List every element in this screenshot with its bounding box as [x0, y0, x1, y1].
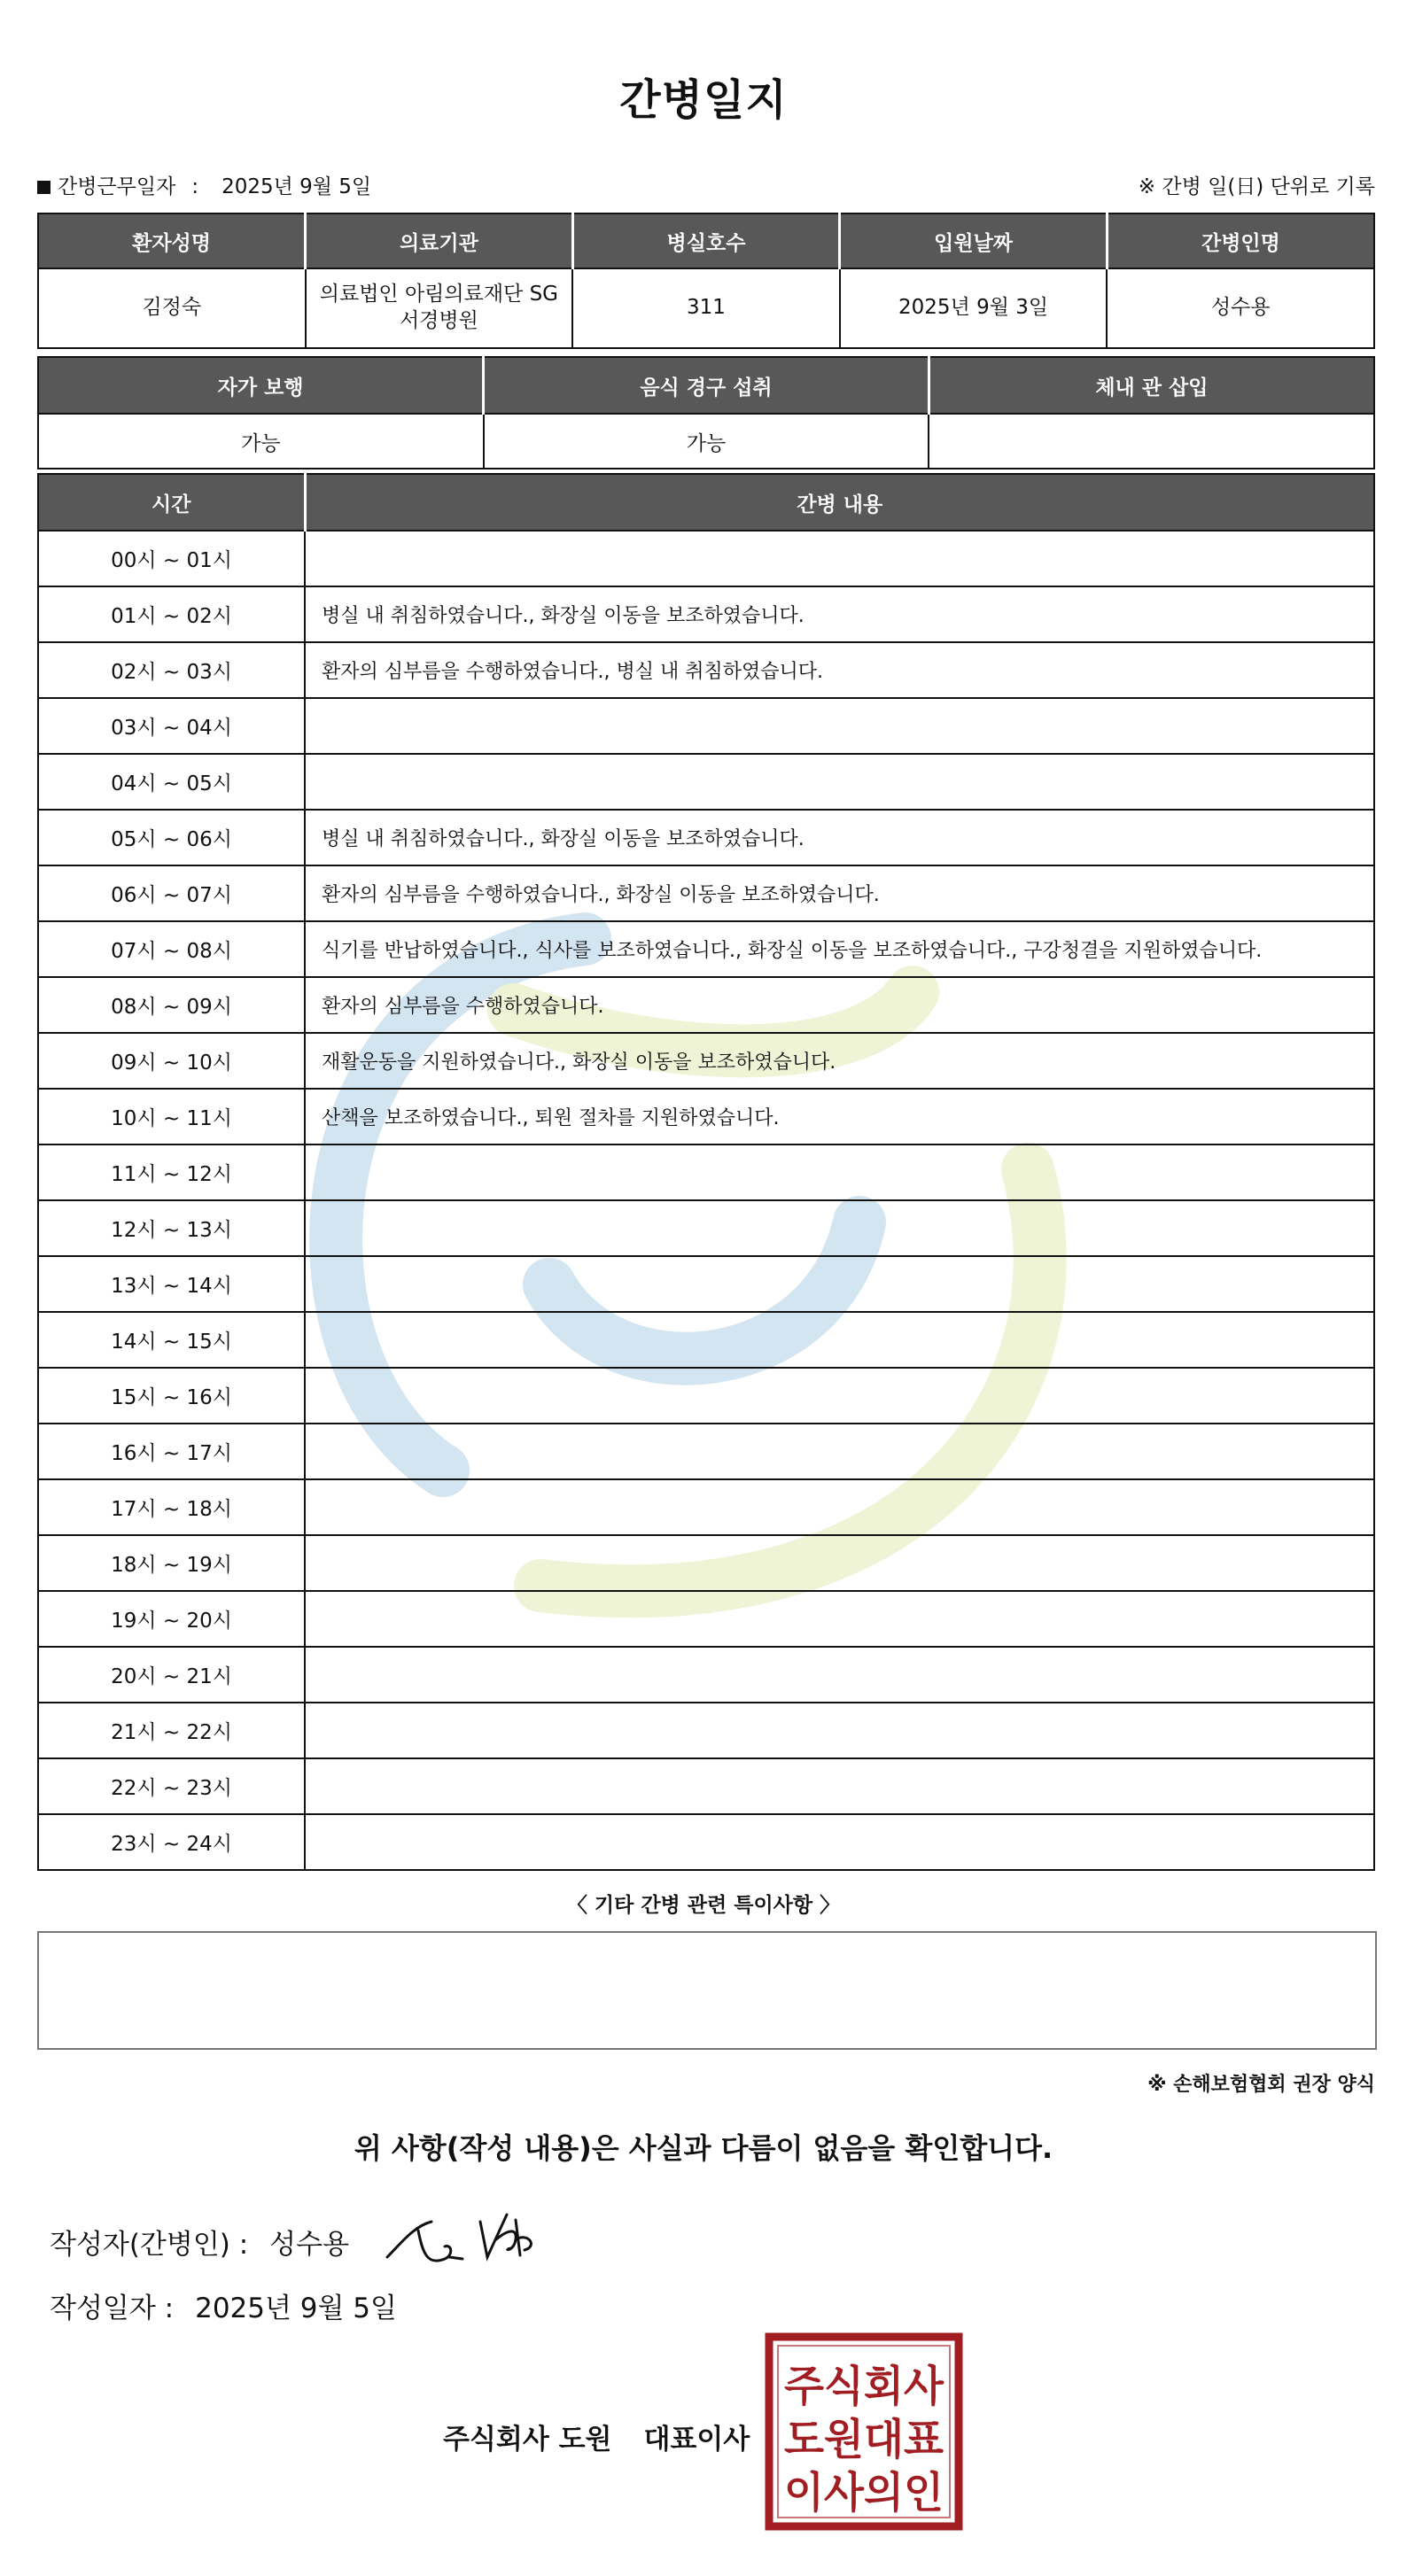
schedule-note: 식기를 반납하였습니다., 식사를 보조하였습니다., 화장실 이동을 보조하였습니다., 구강청결을 지원하였습니다.	[305, 921, 1374, 977]
svg-text:이사의인: 이사의인	[784, 2468, 944, 2518]
schedule-note	[305, 1647, 1374, 1703]
schedule-row	[38, 1535, 1374, 1591]
schedule-row	[38, 1256, 1374, 1312]
patient-status-table	[37, 356, 1375, 469]
schedule-note	[305, 1535, 1374, 1591]
schedule-row	[38, 921, 1374, 977]
handwritten-signature	[383, 2204, 542, 2275]
schedule-row	[38, 977, 1374, 1033]
schedule-time: 07시 ~ 08시	[38, 921, 305, 977]
schedule-time: 12시 ~ 13시	[38, 1200, 305, 1256]
meta-row	[37, 170, 1375, 199]
schedule-row	[38, 754, 1374, 810]
caregiver-name: 성수용	[1107, 268, 1374, 348]
schedule-row	[38, 810, 1374, 865]
schedule-note	[305, 1424, 1374, 1479]
schedule-row	[38, 865, 1374, 921]
schedule-note: 재활운동을 지원하였습니다., 화장실 이동을 보조하였습니다.	[305, 1033, 1374, 1089]
schedule-note: 환자의 심부름을 수행하였습니다.	[305, 977, 1374, 1033]
schedule-row	[38, 698, 1374, 754]
schedule-note	[305, 754, 1374, 810]
header-room-number: 병실호수	[572, 213, 840, 268]
schedule-note	[305, 1368, 1374, 1424]
schedule-note	[305, 1312, 1374, 1368]
other-notes-title: 〈 기타 간병 관련 특이사항 〉	[566, 1894, 841, 1917]
schedule-row	[38, 1033, 1374, 1089]
schedule-note	[305, 1591, 1374, 1647]
schedule-time: 00시 ~ 01시	[38, 531, 305, 586]
schedule-time: 14시 ~ 15시	[38, 1312, 305, 1368]
header-admission-date: 입원날짜	[840, 213, 1108, 268]
company-line	[443, 2417, 750, 2456]
schedule-row	[38, 1591, 1374, 1647]
room-number: 311	[572, 268, 840, 348]
author-label: 작성자(간병인) :	[50, 2229, 249, 2261]
schedule-time: 13시 ~ 14시	[38, 1256, 305, 1312]
schedule-note: 환자의 심부름을 수행하였습니다., 병실 내 취침하였습니다.	[305, 642, 1374, 698]
schedule-row	[38, 1200, 1374, 1256]
header-hospital: 의료기관	[306, 213, 573, 268]
schedule-time: 10시 ~ 11시	[38, 1089, 305, 1144]
schedule-body	[38, 531, 1374, 1870]
admission-date: 2025년 9월 3일	[840, 268, 1108, 348]
schedule-time: 20시 ~ 21시	[38, 1647, 305, 1703]
schedule-note: 병실 내 취침하였습니다., 화장실 이동을 보조하였습니다.	[305, 586, 1374, 642]
schedule-note	[305, 698, 1374, 754]
header-care-content: 간병 내용	[305, 474, 1374, 531]
schedule-row	[38, 1703, 1374, 1758]
schedule-row	[38, 1647, 1374, 1703]
unit-note: ※ 간병 일(日) 단위로 기록	[1138, 175, 1375, 198]
schedule-time: 11시 ~ 12시	[38, 1144, 305, 1200]
header-time: 시간	[38, 474, 305, 531]
schedule-row	[38, 1758, 1374, 1814]
hospital-name-text: 의료법인 아림의료재단 SG 서경병원	[319, 283, 558, 332]
schedule-time: 19시 ~ 20시	[38, 1591, 305, 1647]
written-date-value: 2025년 9월 5일	[195, 2293, 397, 2324]
schedule-row	[38, 1144, 1374, 1200]
svg-text:주식회사: 주식회사	[784, 2362, 944, 2411]
schedule-note	[305, 1256, 1374, 1312]
work-date-colon: :	[191, 175, 199, 198]
schedule-time: 06시 ~ 07시	[38, 865, 305, 921]
schedule-time: 08시 ~ 09시	[38, 977, 305, 1033]
document-title: 간병일지	[619, 75, 788, 125]
patient-info-table	[37, 213, 1375, 349]
schedule-row	[38, 1312, 1374, 1368]
header-oral-intake: 음식 경구 섭취	[484, 357, 929, 414]
schedule-note	[305, 1479, 1374, 1535]
work-date	[37, 170, 371, 199]
schedule-note	[305, 1144, 1374, 1200]
schedule-row	[38, 1089, 1374, 1144]
header-self-walking: 자가 보행	[38, 357, 484, 414]
patient-name: 김정숙	[38, 268, 306, 348]
schedule-time: 21시 ~ 22시	[38, 1703, 305, 1758]
schedule-time: 05시 ~ 06시	[38, 810, 305, 865]
work-date-label: 간병근무일자	[58, 175, 176, 198]
schedule-time: 17시 ~ 18시	[38, 1479, 305, 1535]
schedule-time: 02시 ~ 03시	[38, 642, 305, 698]
company-name: 주식회사 도원	[443, 2424, 612, 2456]
schedule-time: 16시 ~ 17시	[38, 1424, 305, 1479]
company-seal-stamp	[764, 2332, 964, 2532]
self-walking-value: 가능	[38, 414, 484, 469]
schedule-note	[305, 531, 1374, 586]
hospital-name	[306, 268, 573, 348]
schedule-note: 산책을 보조하였습니다., 퇴원 절차를 지원하였습니다.	[305, 1089, 1374, 1144]
schedule-time: 01시 ~ 02시	[38, 586, 305, 642]
written-date-label: 작성일자 :	[50, 2293, 175, 2324]
schedule-time: 09시 ~ 10시	[38, 1033, 305, 1089]
author-name: 성수용	[269, 2229, 350, 2261]
schedule-note	[305, 1200, 1374, 1256]
svg-text:도원대표: 도원대표	[784, 2415, 944, 2464]
tube-insertion-value	[929, 414, 1374, 469]
author-line	[50, 2222, 349, 2262]
schedule-note	[305, 1814, 1374, 1870]
schedule-row	[38, 642, 1374, 698]
schedule-note	[305, 1703, 1374, 1758]
care-schedule-table	[37, 473, 1375, 1871]
header-tube-insertion: 체내 관 삽입	[929, 357, 1374, 414]
schedule-time: 15시 ~ 16시	[38, 1368, 305, 1424]
schedule-note: 병실 내 취침하였습니다., 화장실 이동을 보조하였습니다.	[305, 810, 1374, 865]
schedule-time: 18시 ~ 19시	[38, 1535, 305, 1591]
recommendation-note: ※ 손해보험협회 권장 양식	[1147, 2074, 1375, 2096]
header-caregiver-name: 간병인명	[1107, 213, 1374, 268]
schedule-row	[38, 1479, 1374, 1535]
written-date-line	[50, 2285, 397, 2325]
company-rep-title: 대표이사	[643, 2424, 750, 2456]
schedule-row	[38, 531, 1374, 586]
schedule-note: 환자의 심부름을 수행하였습니다., 화장실 이동을 보조하였습니다.	[305, 865, 1374, 921]
schedule-time: 22시 ~ 23시	[38, 1758, 305, 1814]
oral-intake-value: 가능	[484, 414, 929, 469]
header-patient-name: 환자성명	[38, 213, 306, 268]
schedule-time: 04시 ~ 05시	[38, 754, 305, 810]
work-date-value: 2025년 9월 5일	[222, 175, 372, 198]
schedule-row	[38, 1814, 1374, 1870]
confirmation-statement: 위 사항(작성 내용)은 사실과 다름이 없음을 확인합니다.	[354, 2131, 1053, 2165]
schedule-row	[38, 1424, 1374, 1479]
schedule-time: 23시 ~ 24시	[38, 1814, 305, 1870]
bullet-square-icon	[37, 181, 51, 194]
schedule-row	[38, 586, 1374, 642]
other-notes-box	[37, 1931, 1377, 2050]
schedule-row	[38, 1368, 1374, 1424]
schedule-note	[305, 1758, 1374, 1814]
schedule-time: 03시 ~ 04시	[38, 698, 305, 754]
